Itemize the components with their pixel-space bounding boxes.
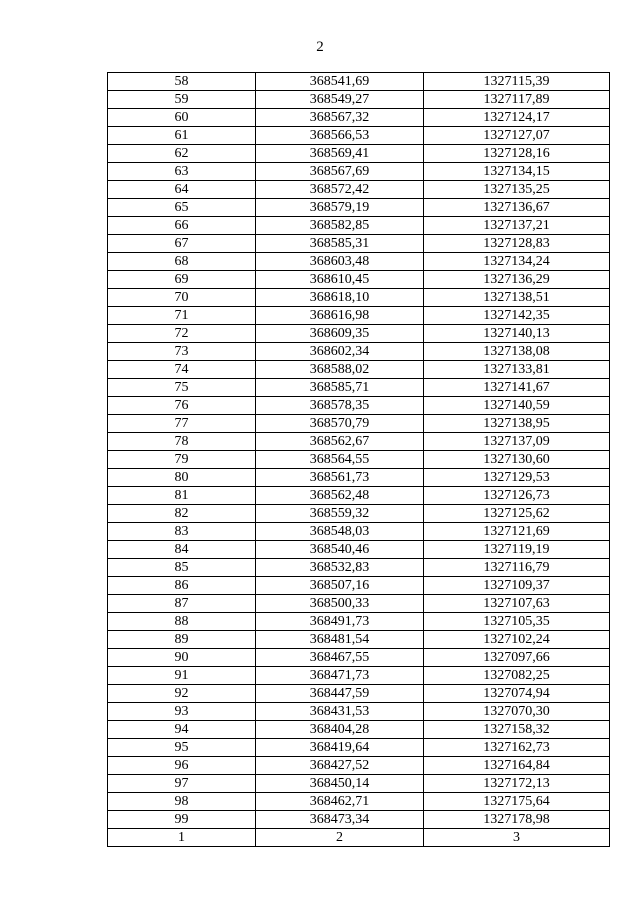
y-coordinate-cell: 1327140,59 — [424, 397, 610, 415]
point-number-cell: 89 — [108, 631, 256, 649]
x-coordinate-cell: 368567,69 — [256, 163, 424, 181]
point-number-cell: 84 — [108, 541, 256, 559]
x-coordinate-cell: 368473,34 — [256, 811, 424, 829]
point-number-cell: 75 — [108, 379, 256, 397]
x-coordinate-cell: 368467,55 — [256, 649, 424, 667]
y-coordinate-cell: 1327172,13 — [424, 775, 610, 793]
table-row — [108, 91, 610, 109]
y-coordinate-cell: 1327128,16 — [424, 145, 610, 163]
point-number-cell: 62 — [108, 145, 256, 163]
point-number-cell: 71 — [108, 307, 256, 325]
coordinates-table-body — [108, 73, 610, 847]
point-number-cell: 76 — [108, 397, 256, 415]
y-coordinate-cell: 1327136,67 — [424, 199, 610, 217]
x-coordinate-cell: 368500,33 — [256, 595, 424, 613]
point-number-cell: 65 — [108, 199, 256, 217]
x-coordinate-cell: 368579,19 — [256, 199, 424, 217]
table-row — [108, 217, 610, 235]
y-coordinate-cell: 1327105,35 — [424, 613, 610, 631]
y-coordinate-cell: 1327102,24 — [424, 631, 610, 649]
point-number-cell: 94 — [108, 721, 256, 739]
x-coordinate-cell: 368602,34 — [256, 343, 424, 361]
y-coordinate-cell: 1327125,62 — [424, 505, 610, 523]
table-row — [108, 127, 610, 145]
y-coordinate-cell: 1327140,13 — [424, 325, 610, 343]
x-coordinate-cell: 368567,32 — [256, 109, 424, 127]
point-number-cell: 67 — [108, 235, 256, 253]
x-coordinate-cell: 368548,03 — [256, 523, 424, 541]
table-row — [108, 811, 610, 829]
column-number-cell: 2 — [256, 829, 424, 847]
x-coordinate-cell: 368532,83 — [256, 559, 424, 577]
y-coordinate-cell: 1327136,29 — [424, 271, 610, 289]
point-number-cell: 73 — [108, 343, 256, 361]
x-coordinate-cell: 368569,41 — [256, 145, 424, 163]
x-coordinate-cell: 368588,02 — [256, 361, 424, 379]
x-coordinate-cell: 368491,73 — [256, 613, 424, 631]
table-row — [108, 685, 610, 703]
x-coordinate-cell: 368566,53 — [256, 127, 424, 145]
y-coordinate-cell: 1327129,53 — [424, 469, 610, 487]
x-coordinate-cell: 368471,73 — [256, 667, 424, 685]
point-number-cell: 80 — [108, 469, 256, 487]
point-number-cell: 58 — [108, 73, 256, 91]
table-row — [108, 289, 610, 307]
y-coordinate-cell: 1327070,30 — [424, 703, 610, 721]
point-number-cell: 82 — [108, 505, 256, 523]
y-coordinate-cell: 1327137,21 — [424, 217, 610, 235]
table-row — [108, 343, 610, 361]
table-row — [108, 505, 610, 523]
point-number-cell: 87 — [108, 595, 256, 613]
y-coordinate-cell: 1327121,69 — [424, 523, 610, 541]
table-row — [108, 145, 610, 163]
y-coordinate-cell: 1327178,98 — [424, 811, 610, 829]
y-coordinate-cell: 1327097,66 — [424, 649, 610, 667]
table-row — [108, 163, 610, 181]
y-coordinate-cell: 1327134,15 — [424, 163, 610, 181]
y-coordinate-cell: 1327128,83 — [424, 235, 610, 253]
x-coordinate-cell: 368582,85 — [256, 217, 424, 235]
table-row — [108, 235, 610, 253]
point-number-cell: 88 — [108, 613, 256, 631]
x-coordinate-cell: 368462,71 — [256, 793, 424, 811]
point-number-cell: 81 — [108, 487, 256, 505]
x-coordinate-cell: 368450,14 — [256, 775, 424, 793]
point-number-cell: 74 — [108, 361, 256, 379]
table-row — [108, 667, 610, 685]
point-number-cell: 79 — [108, 451, 256, 469]
y-coordinate-cell: 1327138,08 — [424, 343, 610, 361]
table-row — [108, 775, 610, 793]
coordinates-table — [107, 72, 610, 847]
table-row — [108, 721, 610, 739]
table-row — [108, 541, 610, 559]
table-row — [108, 577, 610, 595]
x-coordinate-cell: 368585,71 — [256, 379, 424, 397]
point-number-cell: 91 — [108, 667, 256, 685]
x-coordinate-cell: 368585,31 — [256, 235, 424, 253]
y-coordinate-cell: 1327130,60 — [424, 451, 610, 469]
x-coordinate-cell: 368609,35 — [256, 325, 424, 343]
table-row — [108, 793, 610, 811]
table-row — [108, 307, 610, 325]
table-row — [108, 397, 610, 415]
y-coordinate-cell: 1327115,39 — [424, 73, 610, 91]
point-number-cell: 78 — [108, 433, 256, 451]
table-row — [108, 523, 610, 541]
table-row — [108, 73, 610, 91]
y-coordinate-cell: 1327142,35 — [424, 307, 610, 325]
x-coordinate-cell: 368578,35 — [256, 397, 424, 415]
y-coordinate-cell: 1327109,37 — [424, 577, 610, 595]
x-coordinate-cell: 368541,69 — [256, 73, 424, 91]
x-coordinate-cell: 368559,32 — [256, 505, 424, 523]
table-row — [108, 253, 610, 271]
x-coordinate-cell: 368481,54 — [256, 631, 424, 649]
y-coordinate-cell: 1327135,25 — [424, 181, 610, 199]
page-number: 2 — [316, 39, 324, 55]
y-coordinate-cell: 1327107,63 — [424, 595, 610, 613]
table-row — [108, 199, 610, 217]
x-coordinate-cell: 368616,98 — [256, 307, 424, 325]
table-row — [108, 379, 610, 397]
point-number-cell: 69 — [108, 271, 256, 289]
point-number-cell: 86 — [108, 577, 256, 595]
table-row — [108, 325, 610, 343]
table-row — [108, 361, 610, 379]
point-number-cell: 98 — [108, 793, 256, 811]
y-coordinate-cell: 1327074,94 — [424, 685, 610, 703]
table-row — [108, 415, 610, 433]
table-row — [108, 271, 610, 289]
x-coordinate-cell: 368419,64 — [256, 739, 424, 757]
point-number-cell: 61 — [108, 127, 256, 145]
point-number-cell: 60 — [108, 109, 256, 127]
point-number-cell: 92 — [108, 685, 256, 703]
x-coordinate-cell: 368431,53 — [256, 703, 424, 721]
y-coordinate-cell: 1327141,67 — [424, 379, 610, 397]
column-number-cell: 3 — [424, 829, 610, 847]
table-row — [108, 433, 610, 451]
point-number-cell: 96 — [108, 757, 256, 775]
table-row — [108, 649, 610, 667]
y-coordinate-cell: 1327164,84 — [424, 757, 610, 775]
y-coordinate-cell: 1327117,89 — [424, 91, 610, 109]
point-number-cell: 85 — [108, 559, 256, 577]
point-number-cell: 68 — [108, 253, 256, 271]
point-number-cell: 83 — [108, 523, 256, 541]
point-number-cell: 95 — [108, 739, 256, 757]
table-row — [108, 451, 610, 469]
y-coordinate-cell: 1327162,73 — [424, 739, 610, 757]
x-coordinate-cell: 368404,28 — [256, 721, 424, 739]
x-coordinate-cell: 368618,10 — [256, 289, 424, 307]
x-coordinate-cell: 368561,73 — [256, 469, 424, 487]
x-coordinate-cell: 368447,59 — [256, 685, 424, 703]
y-coordinate-cell: 1327137,09 — [424, 433, 610, 451]
y-coordinate-cell: 1327124,17 — [424, 109, 610, 127]
table-row — [108, 739, 610, 757]
table-row — [108, 613, 610, 631]
point-number-cell: 90 — [108, 649, 256, 667]
x-coordinate-cell: 368562,48 — [256, 487, 424, 505]
point-number-cell: 70 — [108, 289, 256, 307]
point-number-cell: 97 — [108, 775, 256, 793]
x-coordinate-cell: 368572,42 — [256, 181, 424, 199]
table-row — [108, 559, 610, 577]
column-number-row — [108, 829, 610, 847]
table-row — [108, 109, 610, 127]
table-row — [108, 487, 610, 505]
x-coordinate-cell: 368507,16 — [256, 577, 424, 595]
table-row — [108, 757, 610, 775]
point-number-cell: 77 — [108, 415, 256, 433]
y-coordinate-cell: 1327175,64 — [424, 793, 610, 811]
y-coordinate-cell: 1327133,81 — [424, 361, 610, 379]
table-row — [108, 469, 610, 487]
x-coordinate-cell: 368564,55 — [256, 451, 424, 469]
table-row — [108, 595, 610, 613]
column-number-cell: 1 — [108, 829, 256, 847]
y-coordinate-cell: 1327158,32 — [424, 721, 610, 739]
y-coordinate-cell: 1327138,51 — [424, 289, 610, 307]
x-coordinate-cell: 368549,27 — [256, 91, 424, 109]
table-row — [108, 181, 610, 199]
x-coordinate-cell: 368562,67 — [256, 433, 424, 451]
y-coordinate-cell: 1327119,19 — [424, 541, 610, 559]
x-coordinate-cell: 368603,48 — [256, 253, 424, 271]
point-number-cell: 63 — [108, 163, 256, 181]
x-coordinate-cell: 368540,46 — [256, 541, 424, 559]
x-coordinate-cell: 368570,79 — [256, 415, 424, 433]
point-number-cell: 99 — [108, 811, 256, 829]
table-row — [108, 703, 610, 721]
point-number-cell: 72 — [108, 325, 256, 343]
point-number-cell: 66 — [108, 217, 256, 235]
x-coordinate-cell: 368610,45 — [256, 271, 424, 289]
y-coordinate-cell: 1327126,73 — [424, 487, 610, 505]
y-coordinate-cell: 1327134,24 — [424, 253, 610, 271]
y-coordinate-cell: 1327138,95 — [424, 415, 610, 433]
y-coordinate-cell: 1327127,07 — [424, 127, 610, 145]
point-number-cell: 64 — [108, 181, 256, 199]
y-coordinate-cell: 1327116,79 — [424, 559, 610, 577]
point-number-cell: 59 — [108, 91, 256, 109]
point-number-cell: 93 — [108, 703, 256, 721]
table-row — [108, 631, 610, 649]
x-coordinate-cell: 368427,52 — [256, 757, 424, 775]
y-coordinate-cell: 1327082,25 — [424, 667, 610, 685]
